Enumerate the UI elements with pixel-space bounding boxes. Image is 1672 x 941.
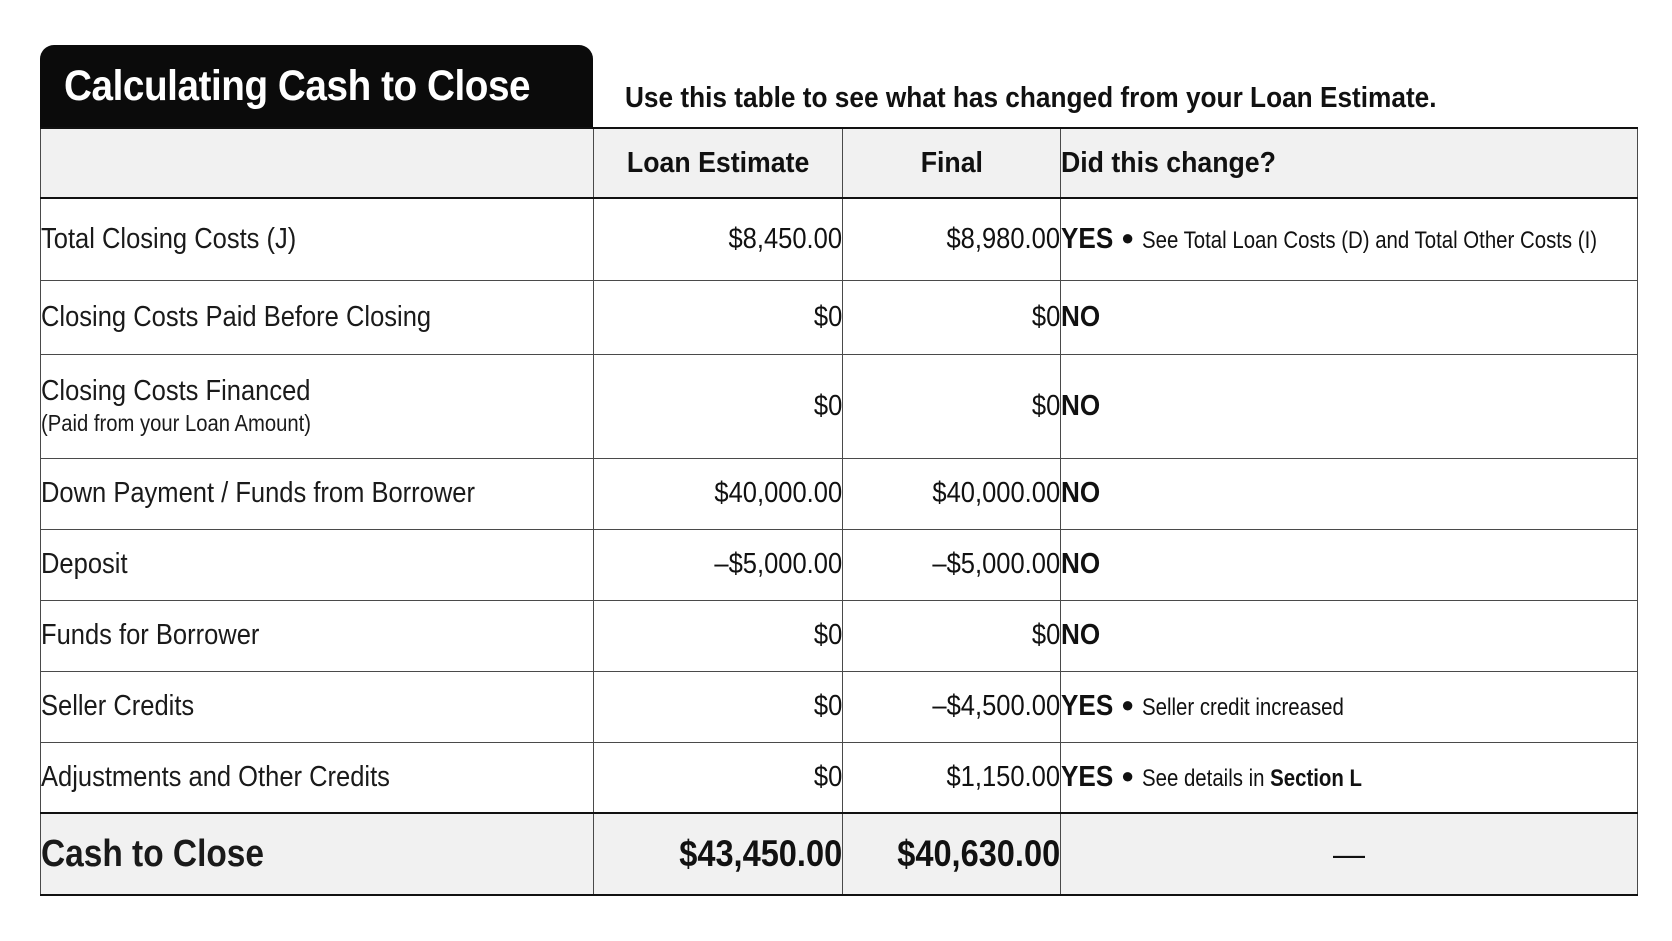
change-status: NO [1061, 619, 1101, 651]
change-cell [1061, 198, 1638, 280]
row-sublabel: (Paid from your Loan Amount) [41, 410, 312, 436]
change-status: YES [1061, 222, 1114, 255]
change-cell [1061, 280, 1638, 354]
final-value: $0 [843, 280, 1061, 354]
final-value: –$5,000.00 [843, 529, 1061, 600]
change-note: See Total Loan Costs (D) and Total Other Costs (I) [1142, 226, 1598, 254]
cash-to-close-table [40, 127, 1638, 896]
change-cell [1061, 529, 1638, 600]
total-final-value: $40,630.00 [843, 813, 1061, 895]
header-final: Final [843, 128, 1061, 198]
loan-estimate-value: $0 [594, 600, 843, 671]
total-loan-estimate-value: $43,450.00 [594, 813, 843, 895]
section-title-tab [40, 45, 593, 127]
change-note: Seller credit increased [1142, 694, 1345, 721]
loan-estimate-value: $40,000.00 [594, 458, 843, 529]
section-header [40, 45, 1637, 127]
change-note: See details in Section L [1142, 764, 1363, 792]
row-label: Funds for Borrower [41, 600, 594, 671]
bullet-icon: ● [1121, 762, 1135, 788]
loan-estimate-value: $0 [594, 671, 843, 742]
row-label: Closing Costs Paid Before Closing [41, 280, 594, 354]
final-value: –$4,500.00 [843, 671, 1061, 742]
row-label: Down Payment / Funds from Borrower [41, 458, 594, 529]
table-header-row [41, 128, 1638, 198]
final-value: $8,980.00 [843, 198, 1061, 280]
change-cell [1061, 671, 1638, 742]
total-label: Cash to Close [41, 813, 594, 895]
final-value: $1,150.00 [843, 742, 1061, 813]
change-status: YES [1061, 760, 1114, 793]
section-reference: Section L [1270, 764, 1363, 792]
cash-to-close-section [40, 45, 1637, 896]
row-label: Deposit [41, 529, 594, 600]
change-status: NO [1061, 548, 1101, 580]
change-status: NO [1061, 300, 1101, 333]
change-cell [1061, 458, 1638, 529]
change-cell [1061, 354, 1638, 458]
section-subtitle: Use this table to see what has changed from your Loan Estimate. [625, 82, 1437, 114]
table-row [41, 671, 1638, 742]
final-value: $0 [843, 354, 1061, 458]
bullet-icon: ● [1121, 224, 1135, 250]
change-cell [1061, 600, 1638, 671]
table-row [41, 280, 1638, 354]
header-did-this-change: Did this change? [1061, 128, 1638, 198]
total-change-cell: — [1061, 813, 1638, 895]
row-label: Seller Credits [41, 671, 594, 742]
table-row [41, 742, 1638, 813]
table-row [41, 354, 1638, 458]
header-loan-estimate: Loan Estimate [594, 128, 843, 198]
row-label: Closing Costs Financed (Paid from your Loan Amount) [41, 354, 594, 458]
table-row [41, 600, 1638, 671]
row-label: Total Closing Costs (J) [41, 198, 594, 280]
total-row [41, 813, 1638, 895]
change-status: NO [1061, 389, 1101, 422]
change-status: YES [1061, 690, 1114, 722]
table-row [41, 458, 1638, 529]
header-label-cell [41, 128, 594, 198]
loan-estimate-value: $8,450.00 [594, 198, 843, 280]
bullet-icon: ● [1121, 692, 1135, 717]
final-value: $40,000.00 [843, 458, 1061, 529]
loan-estimate-value: $0 [594, 354, 843, 458]
row-label: Adjustments and Other Credits [41, 742, 594, 813]
table-row [41, 529, 1638, 600]
final-value: $0 [843, 600, 1061, 671]
change-cell [1061, 742, 1638, 813]
change-status: NO [1061, 477, 1101, 509]
loan-estimate-value: $0 [594, 742, 843, 813]
loan-estimate-value: –$5,000.00 [594, 529, 843, 600]
section-title: Calculating Cash to Close [64, 61, 531, 110]
table-row [41, 198, 1638, 280]
loan-estimate-value: $0 [594, 280, 843, 354]
